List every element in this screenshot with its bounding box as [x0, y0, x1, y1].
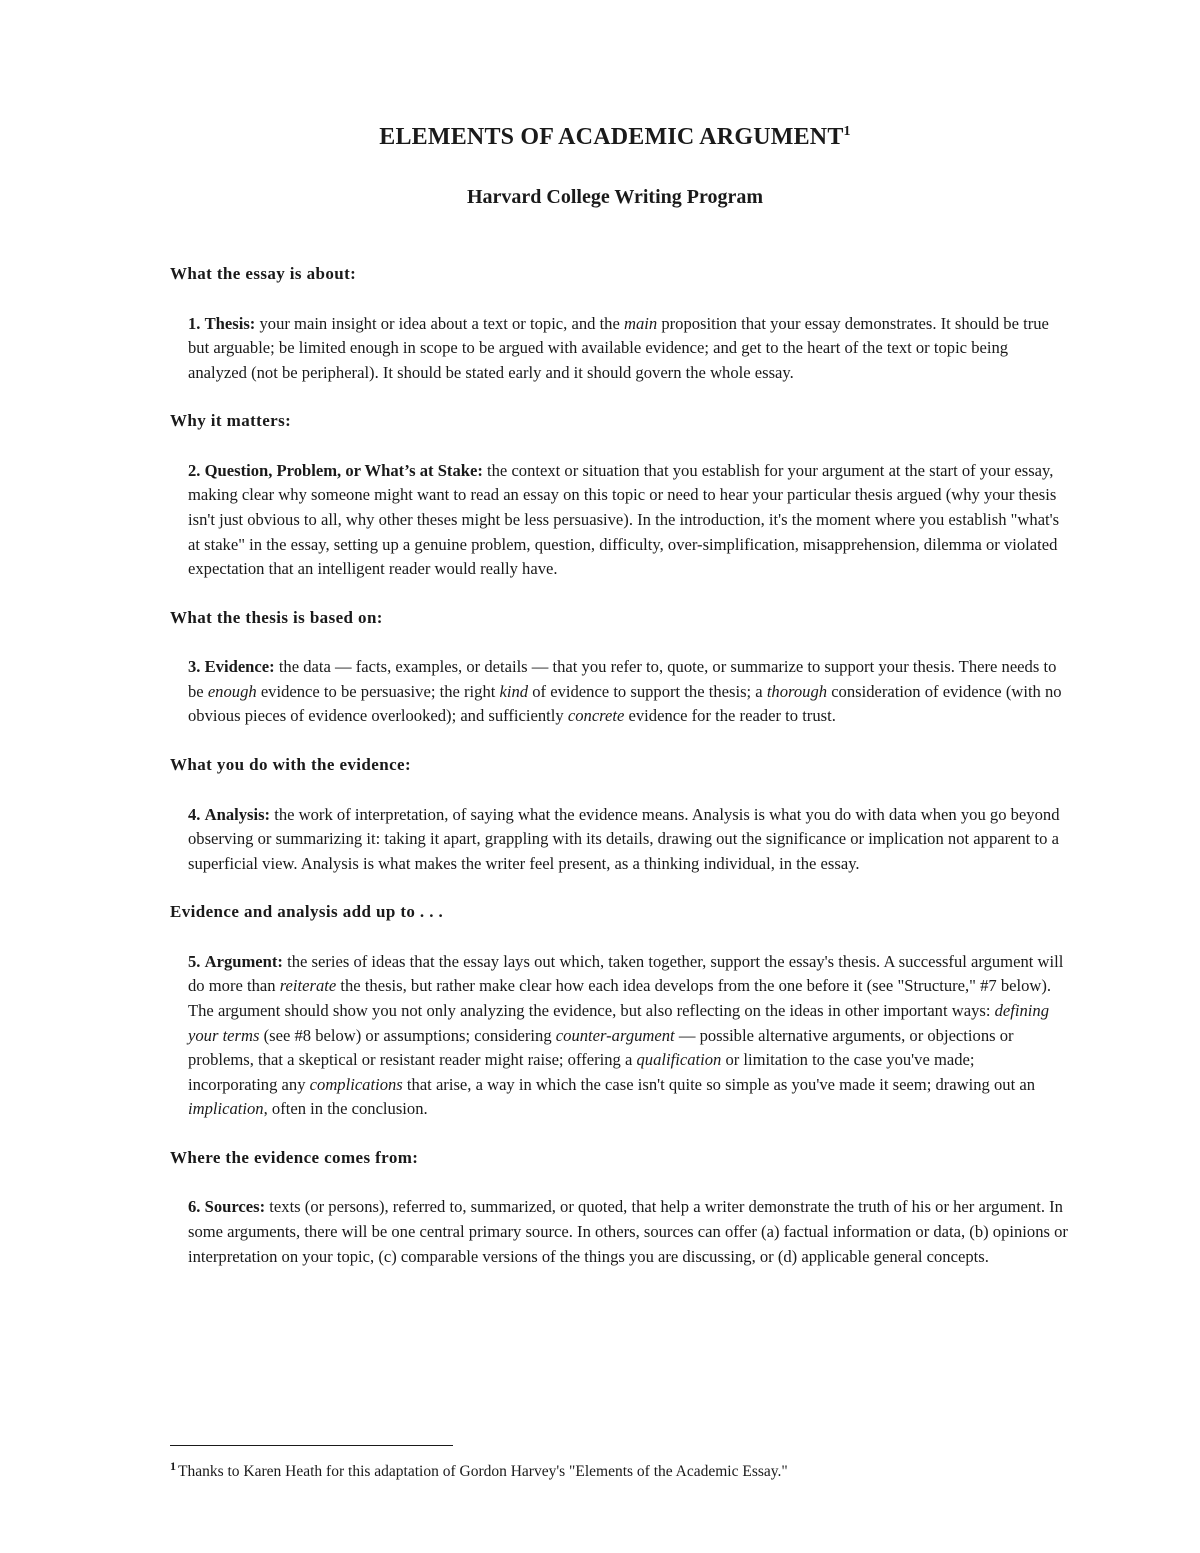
item-number: 2.	[188, 460, 201, 480]
emphasis-text: reiterate	[279, 976, 337, 996]
body-text: the context or situation that you establish for your argument at the start of your essay, making clear why someone might want to read an essay on this topic or need to hear your particular thesis argued (why your thesis isn't just obvious to all, why other theses might be less persuasive). In the introduction, it's the moment where you establish "what's at stake" in the essay, setting up a genuine problem, question, difficulty, over-simplification, misapprehension, dilemma or violated expectation that an intelligent reader would really have.	[188, 460, 1060, 579]
footnote-marker: 1	[170, 1459, 176, 1473]
document-subtitle: Harvard College Writing Program	[466, 186, 764, 208]
body-text: the thesis, but rather make clear how each idea develops from the one before it (see "Structure," #7 below). The argument should show you not only analyzing the evidence, but also reflecting on the ideas in other important ways:	[188, 976, 1052, 1020]
emphasis-text: thorough	[766, 681, 828, 701]
document-body	[170, 262, 1070, 1293]
item-number: 6.	[188, 1197, 201, 1217]
body-text: texts (or persons), referred to, summarized, or quoted, that help a writer demonstrate the truth of his or her argument. In some arguments, there will be one central primary source. In others, sources can offer (a) factual information or data, (b) opinions or interpretation on your topic, (c) comparable versions of the things you are discussing, or (d) applicable general concepts.	[188, 1197, 1068, 1266]
emphasis-text: complications	[309, 1074, 403, 1094]
section-paragraph	[188, 312, 1068, 386]
item-term: Thesis:	[204, 313, 256, 333]
title-text: ELEMENTS OF ACADEMIC ARGUMENT	[379, 124, 844, 150]
section-paragraph	[188, 1195, 1068, 1269]
section-heading: What you do with the evidence:	[170, 755, 412, 775]
section-heading: Where the evidence comes from:	[170, 1147, 419, 1167]
section-paragraph	[188, 459, 1068, 582]
emphasis-text: defining your terms	[188, 1001, 1049, 1045]
section-heading: What the essay is about:	[170, 264, 357, 283]
body-text: the data — facts, examples, or details — that you refer to, quote, or summarize to support your thesis. There needs to be	[188, 657, 1057, 701]
item-term: Evidence:	[204, 657, 275, 677]
document-title	[0, 124, 1200, 151]
section-heading: What the thesis is based on:	[170, 607, 383, 627]
section-paragraph	[188, 655, 1068, 729]
item-number: 1.	[188, 313, 201, 333]
item-number: 3.	[188, 657, 201, 677]
body-text: the series of ideas that the essay lays out which, taken together, support the essay's thesis. A successful argument will do more than	[188, 951, 1064, 996]
emphasis-text: kind	[499, 681, 529, 701]
section-paragraph	[188, 950, 1068, 1122]
item-number: 5.	[188, 951, 201, 971]
body-text: that arise, a way in which the case isn't quite so simple as you've made it seem; drawing out an	[402, 1074, 1035, 1094]
emphasis-text: implication	[188, 1099, 264, 1119]
emphasis-text: main	[624, 313, 658, 333]
body-text: (see #8 below) or assumptions; considering	[259, 1025, 556, 1045]
emphasis-text: concrete	[567, 706, 625, 726]
emphasis-text: enough	[207, 681, 257, 701]
section-heading: Evidence and analysis add up to . . .	[170, 902, 444, 922]
title-footnote-marker: 1	[843, 124, 851, 139]
footnote-text: Thanks to Karen Heath for this adaptation of Gordon Harvey's "Elements of the Academic Essay."	[178, 1463, 788, 1481]
body-text: — possible alternative arguments, or objections or problems, that a skeptical or resistant reader might raise; offering a	[188, 1025, 1014, 1070]
item-term: Argument:	[204, 951, 283, 971]
emphasis-text: counter-argument	[555, 1025, 675, 1045]
section-paragraph	[188, 803, 1068, 877]
item-number: 4.	[188, 804, 201, 824]
footnote	[170, 1459, 788, 1481]
item-term: Question, Problem, or What’s at Stake:	[204, 460, 483, 480]
item-term: Sources:	[204, 1197, 266, 1217]
footnote-divider	[170, 1445, 453, 1446]
body-text: consideration of evidence (with no obvious pieces of evidence overlooked); and sufficiently	[188, 681, 1062, 726]
emphasis-text: qualification	[636, 1050, 722, 1070]
section-heading: Why it matters:	[170, 411, 292, 431]
body-text: or limitation to the case you've made; incorporating any	[188, 1050, 975, 1094]
body-text: of evidence to support the thesis; a	[528, 681, 767, 701]
item-term: Analysis:	[204, 804, 271, 824]
body-text: , often in the conclusion.	[263, 1099, 428, 1119]
body-text: evidence to be persuasive; the right	[256, 681, 500, 701]
body-text: proposition that your essay demonstrates. It should be true but arguable; be limited enough in scope to be argued with available evidence; and get to the heart of the text or topic being analyzed (not be peripheral). It should be stated early and it should govern the whole essay.	[188, 313, 1049, 382]
body-text: the work of interpretation, of saying what the evidence means. Analysis is what you do with data when you go beyond observing or summarizing it: taking it apart, grappling with its details, drawing out the significance or implication not apparent to a superficial view. Analysis is what makes the writer feel present, as a thinking individual, in the essay.	[188, 804, 1060, 873]
body-text: evidence for the reader to trust.	[624, 706, 836, 726]
body-text: your main insight or idea about a text or topic, and the	[255, 313, 624, 333]
